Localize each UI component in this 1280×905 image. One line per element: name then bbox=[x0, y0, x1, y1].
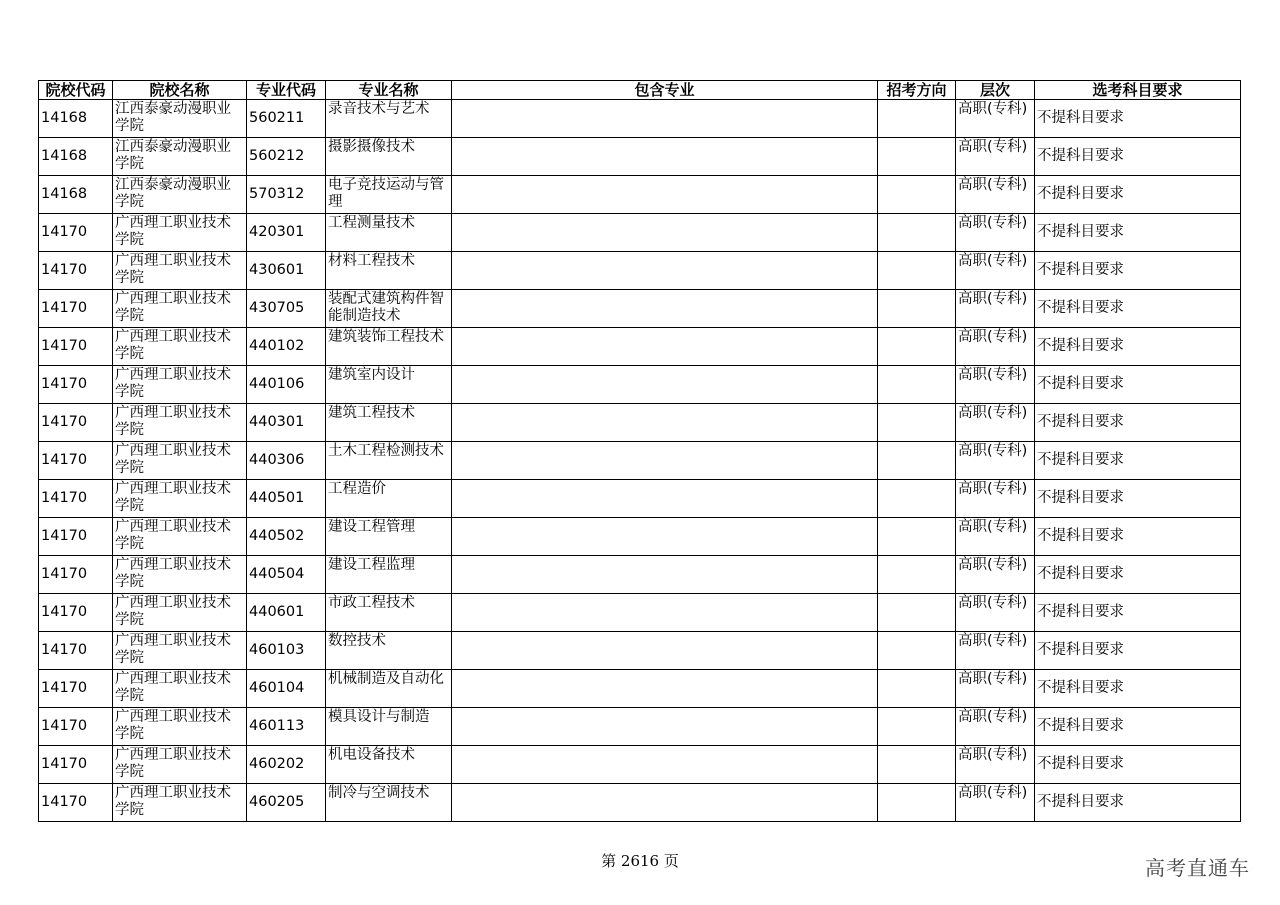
table-row bbox=[39, 518, 1241, 556]
cell-direction bbox=[878, 708, 956, 746]
header-school-code: 院校代码 bbox=[39, 81, 113, 100]
table-row bbox=[39, 290, 1241, 328]
cell-included-majors bbox=[452, 518, 878, 556]
table-row bbox=[39, 594, 1241, 632]
header-school-name: 院校名称 bbox=[113, 81, 247, 100]
cell-level: 高职(专科) bbox=[956, 442, 1035, 480]
table-row bbox=[39, 708, 1241, 746]
cell-included-majors bbox=[452, 138, 878, 176]
cell-level: 高职(专科) bbox=[956, 480, 1035, 518]
cell-school-name: 广西理工职业技术学院 bbox=[113, 594, 247, 632]
cell-school-code: 14170 bbox=[39, 518, 113, 556]
cell-school-name: 广西理工职业技术学院 bbox=[113, 480, 247, 518]
cell-major-name: 工程造价 bbox=[326, 480, 452, 518]
table-header-row bbox=[39, 81, 1241, 100]
cell-subject-requirement: 不提科目要求 bbox=[1035, 290, 1241, 328]
cell-school-name: 广西理工职业技术学院 bbox=[113, 784, 247, 822]
cell-subject-requirement: 不提科目要求 bbox=[1035, 214, 1241, 252]
table-row bbox=[39, 404, 1241, 442]
cell-subject-requirement: 不提科目要求 bbox=[1035, 252, 1241, 290]
cell-level: 高职(专科) bbox=[956, 404, 1035, 442]
cell-major-code: 570312 bbox=[247, 176, 326, 214]
cell-subject-requirement: 不提科目要求 bbox=[1035, 670, 1241, 708]
cell-major-code: 440306 bbox=[247, 442, 326, 480]
cell-included-majors bbox=[452, 442, 878, 480]
cell-level: 高职(专科) bbox=[956, 100, 1035, 138]
cell-included-majors bbox=[452, 632, 878, 670]
cell-major-name: 工程测量技术 bbox=[326, 214, 452, 252]
cell-major-name: 电子竞技运动与管理 bbox=[326, 176, 452, 214]
cell-school-name: 江西泰豪动漫职业学院 bbox=[113, 100, 247, 138]
cell-level: 高职(专科) bbox=[956, 594, 1035, 632]
cell-level: 高职(专科) bbox=[956, 518, 1035, 556]
cell-direction bbox=[878, 594, 956, 632]
cell-included-majors bbox=[452, 784, 878, 822]
cell-major-code: 440102 bbox=[247, 328, 326, 366]
cell-school-name: 广西理工职业技术学院 bbox=[113, 708, 247, 746]
cell-included-majors bbox=[452, 556, 878, 594]
cell-included-majors bbox=[452, 328, 878, 366]
cell-school-code: 14170 bbox=[39, 366, 113, 404]
cell-included-majors bbox=[452, 480, 878, 518]
cell-major-code: 440502 bbox=[247, 518, 326, 556]
cell-major-name: 机电设备技术 bbox=[326, 746, 452, 784]
cell-direction bbox=[878, 366, 956, 404]
cell-school-name: 广西理工职业技术学院 bbox=[113, 518, 247, 556]
cell-school-code: 14170 bbox=[39, 784, 113, 822]
cell-major-code: 460205 bbox=[247, 784, 326, 822]
cell-subject-requirement: 不提科目要求 bbox=[1035, 328, 1241, 366]
cell-level: 高职(专科) bbox=[956, 556, 1035, 594]
cell-subject-requirement: 不提科目要求 bbox=[1035, 442, 1241, 480]
cell-level: 高职(专科) bbox=[956, 670, 1035, 708]
cell-school-code: 14168 bbox=[39, 138, 113, 176]
header-subject-requirement: 选考科目要求 bbox=[1035, 81, 1241, 100]
cell-major-code: 560211 bbox=[247, 100, 326, 138]
cell-school-code: 14170 bbox=[39, 670, 113, 708]
cell-included-majors bbox=[452, 670, 878, 708]
cell-school-name: 广西理工职业技术学院 bbox=[113, 632, 247, 670]
major-requirements-table bbox=[38, 80, 1241, 822]
cell-included-majors bbox=[452, 404, 878, 442]
cell-included-majors bbox=[452, 252, 878, 290]
cell-school-code: 14170 bbox=[39, 404, 113, 442]
header-included-majors: 包含专业 bbox=[452, 81, 878, 100]
table-row bbox=[39, 100, 1241, 138]
cell-subject-requirement: 不提科目要求 bbox=[1035, 100, 1241, 138]
cell-major-name: 装配式建筑构件智能制造技术 bbox=[326, 290, 452, 328]
cell-level: 高职(专科) bbox=[956, 708, 1035, 746]
table-row bbox=[39, 670, 1241, 708]
cell-direction bbox=[878, 632, 956, 670]
table-row bbox=[39, 214, 1241, 252]
cell-school-code: 14170 bbox=[39, 442, 113, 480]
cell-major-code: 460202 bbox=[247, 746, 326, 784]
cell-level: 高职(专科) bbox=[956, 632, 1035, 670]
cell-major-name: 建筑室内设计 bbox=[326, 366, 452, 404]
cell-direction bbox=[878, 290, 956, 328]
cell-school-code: 14170 bbox=[39, 480, 113, 518]
admission-table-sheet bbox=[38, 80, 1240, 822]
cell-school-code: 14170 bbox=[39, 556, 113, 594]
cell-major-code: 440601 bbox=[247, 594, 326, 632]
cell-level: 高职(专科) bbox=[956, 252, 1035, 290]
cell-major-code: 430705 bbox=[247, 290, 326, 328]
cell-subject-requirement: 不提科目要求 bbox=[1035, 176, 1241, 214]
cell-level: 高职(专科) bbox=[956, 784, 1035, 822]
cell-major-code: 440106 bbox=[247, 366, 326, 404]
cell-direction bbox=[878, 176, 956, 214]
page-number: 第 2616 页 bbox=[601, 852, 679, 870]
cell-subject-requirement: 不提科目要求 bbox=[1035, 404, 1241, 442]
table-row bbox=[39, 746, 1241, 784]
header-direction: 招考方向 bbox=[878, 81, 956, 100]
table-row bbox=[39, 366, 1241, 404]
cell-direction bbox=[878, 252, 956, 290]
header-level: 层次 bbox=[956, 81, 1035, 100]
cell-direction bbox=[878, 214, 956, 252]
cell-school-code: 14170 bbox=[39, 746, 113, 784]
cell-major-code: 560212 bbox=[247, 138, 326, 176]
cell-level: 高职(专科) bbox=[956, 214, 1035, 252]
cell-school-name: 广西理工职业技术学院 bbox=[113, 404, 247, 442]
cell-direction bbox=[878, 670, 956, 708]
cell-direction bbox=[878, 138, 956, 176]
cell-school-code: 14170 bbox=[39, 708, 113, 746]
cell-major-name: 市政工程技术 bbox=[326, 594, 452, 632]
cell-major-code: 440501 bbox=[247, 480, 326, 518]
cell-included-majors bbox=[452, 290, 878, 328]
cell-school-name: 江西泰豪动漫职业学院 bbox=[113, 138, 247, 176]
cell-direction bbox=[878, 100, 956, 138]
cell-major-code: 440504 bbox=[247, 556, 326, 594]
table-row bbox=[39, 138, 1241, 176]
cell-subject-requirement: 不提科目要求 bbox=[1035, 746, 1241, 784]
cell-major-name: 建设工程管理 bbox=[326, 518, 452, 556]
cell-school-code: 14170 bbox=[39, 252, 113, 290]
cell-school-code: 14170 bbox=[39, 214, 113, 252]
cell-major-code: 430601 bbox=[247, 252, 326, 290]
header-major-name: 专业名称 bbox=[326, 81, 452, 100]
cell-school-code: 14170 bbox=[39, 290, 113, 328]
table-row bbox=[39, 176, 1241, 214]
cell-subject-requirement: 不提科目要求 bbox=[1035, 556, 1241, 594]
cell-major-name: 土木工程检测技术 bbox=[326, 442, 452, 480]
cell-major-name: 材料工程技术 bbox=[326, 252, 452, 290]
cell-level: 高职(专科) bbox=[956, 138, 1035, 176]
table-row bbox=[39, 480, 1241, 518]
table-row bbox=[39, 442, 1241, 480]
cell-school-name: 广西理工职业技术学院 bbox=[113, 366, 247, 404]
cell-direction bbox=[878, 518, 956, 556]
cell-school-code: 14168 bbox=[39, 100, 113, 138]
cell-included-majors bbox=[452, 746, 878, 784]
cell-level: 高职(专科) bbox=[956, 746, 1035, 784]
cell-school-name: 广西理工职业技术学院 bbox=[113, 290, 247, 328]
cell-level: 高职(专科) bbox=[956, 366, 1035, 404]
cell-major-code: 460104 bbox=[247, 670, 326, 708]
header-major-code: 专业代码 bbox=[247, 81, 326, 100]
cell-school-code: 14168 bbox=[39, 176, 113, 214]
cell-subject-requirement: 不提科目要求 bbox=[1035, 708, 1241, 746]
cell-major-name: 建筑装饰工程技术 bbox=[326, 328, 452, 366]
cell-level: 高职(专科) bbox=[956, 290, 1035, 328]
cell-major-name: 摄影摄像技术 bbox=[326, 138, 452, 176]
cell-direction bbox=[878, 746, 956, 784]
cell-direction bbox=[878, 556, 956, 594]
cell-school-code: 14170 bbox=[39, 632, 113, 670]
cell-school-name: 广西理工职业技术学院 bbox=[113, 252, 247, 290]
cell-school-name: 广西理工职业技术学院 bbox=[113, 670, 247, 708]
cell-subject-requirement: 不提科目要求 bbox=[1035, 518, 1241, 556]
table-row bbox=[39, 784, 1241, 822]
cell-major-name: 建筑工程技术 bbox=[326, 404, 452, 442]
table-body bbox=[39, 100, 1241, 822]
cell-level: 高职(专科) bbox=[956, 176, 1035, 214]
cell-direction bbox=[878, 480, 956, 518]
watermark-logo-text: 高考直通车 bbox=[1145, 856, 1250, 880]
cell-direction bbox=[878, 784, 956, 822]
cell-subject-requirement: 不提科目要求 bbox=[1035, 138, 1241, 176]
cell-major-code: 440301 bbox=[247, 404, 326, 442]
cell-direction bbox=[878, 328, 956, 366]
cell-major-code: 460103 bbox=[247, 632, 326, 670]
cell-level: 高职(专科) bbox=[956, 328, 1035, 366]
cell-school-name: 广西理工职业技术学院 bbox=[113, 556, 247, 594]
cell-included-majors bbox=[452, 708, 878, 746]
cell-direction bbox=[878, 442, 956, 480]
cell-included-majors bbox=[452, 176, 878, 214]
cell-major-code: 420301 bbox=[247, 214, 326, 252]
cell-major-name: 建设工程监理 bbox=[326, 556, 452, 594]
cell-direction bbox=[878, 404, 956, 442]
cell-major-name: 制冷与空调技术 bbox=[326, 784, 452, 822]
cell-school-name: 广西理工职业技术学院 bbox=[113, 214, 247, 252]
cell-included-majors bbox=[452, 214, 878, 252]
cell-subject-requirement: 不提科目要求 bbox=[1035, 594, 1241, 632]
table-row bbox=[39, 632, 1241, 670]
cell-school-code: 14170 bbox=[39, 328, 113, 366]
cell-major-name: 录音技术与艺术 bbox=[326, 100, 452, 138]
cell-school-name: 广西理工职业技术学院 bbox=[113, 328, 247, 366]
table-row bbox=[39, 328, 1241, 366]
cell-school-name: 广西理工职业技术学院 bbox=[113, 746, 247, 784]
cell-included-majors bbox=[452, 366, 878, 404]
cell-subject-requirement: 不提科目要求 bbox=[1035, 632, 1241, 670]
cell-major-code: 460113 bbox=[247, 708, 326, 746]
cell-subject-requirement: 不提科目要求 bbox=[1035, 366, 1241, 404]
cell-school-name: 广西理工职业技术学院 bbox=[113, 442, 247, 480]
cell-major-name: 模具设计与制造 bbox=[326, 708, 452, 746]
cell-included-majors bbox=[452, 594, 878, 632]
table-row bbox=[39, 252, 1241, 290]
cell-subject-requirement: 不提科目要求 bbox=[1035, 480, 1241, 518]
cell-major-name: 机械制造及自动化 bbox=[326, 670, 452, 708]
cell-school-name: 江西泰豪动漫职业学院 bbox=[113, 176, 247, 214]
cell-subject-requirement: 不提科目要求 bbox=[1035, 784, 1241, 822]
cell-major-name: 数控技术 bbox=[326, 632, 452, 670]
table-row bbox=[39, 556, 1241, 594]
cell-school-code: 14170 bbox=[39, 594, 113, 632]
cell-included-majors bbox=[452, 100, 878, 138]
